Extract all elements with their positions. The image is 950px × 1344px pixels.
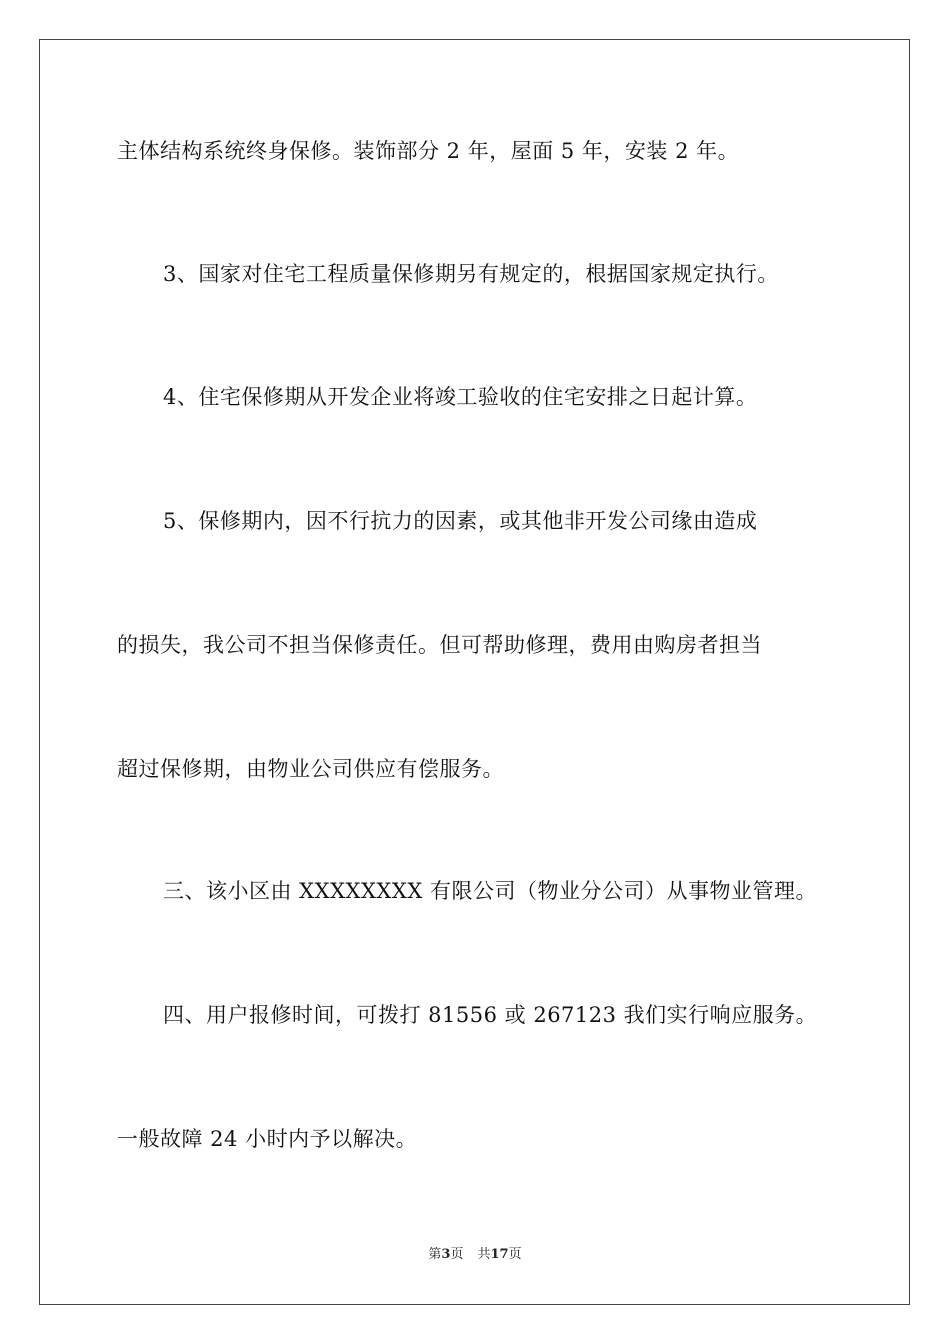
body-line-9: 一般故障 24 小时内予以解决。 bbox=[117, 1127, 418, 1151]
body-line-4: 5、保修期内，因不行抗力的因素，或其他非开发公司缘由造成 bbox=[163, 509, 758, 533]
footer-total-prefix: 共 bbox=[477, 1247, 491, 1262]
page-footer bbox=[0, 1246, 950, 1264]
footer-page-suffix: 页 bbox=[450, 1247, 464, 1262]
footer-total-suffix: 页 bbox=[508, 1247, 522, 1262]
footer-total-pages: 17 bbox=[490, 1247, 509, 1262]
body-line-8: 四、用户报修时间，可拨打 81556 或 267123 我们实行响应服务。 bbox=[163, 1003, 818, 1027]
body-line-1: 主体结构系统终身保修。装饰部分 2 年，屋面 5 年，安装 2 年。 bbox=[117, 139, 740, 163]
body-line-6: 超过保修期，由物业公司供应有偿服务。 bbox=[117, 757, 504, 781]
body-line-7: 三、该小区由 XXXXXXXX 有限公司（物业分公司）从事物业管理。 bbox=[163, 879, 817, 903]
body-line-5: 的损失，我公司不担当保修责任。但可帮助修理，费用由购房者担当 bbox=[117, 633, 762, 657]
page-border bbox=[39, 39, 910, 1305]
footer-page-number: 3 bbox=[441, 1247, 451, 1262]
body-line-2: 3、国家对住宅工程质量保修期另有规定的，根据国家规定执行。 bbox=[163, 262, 779, 286]
body-line-3: 4、住宅保修期从开发企业将竣工验收的住宅安排之日起计算。 bbox=[163, 385, 758, 409]
footer-page-prefix: 第 bbox=[428, 1247, 442, 1262]
